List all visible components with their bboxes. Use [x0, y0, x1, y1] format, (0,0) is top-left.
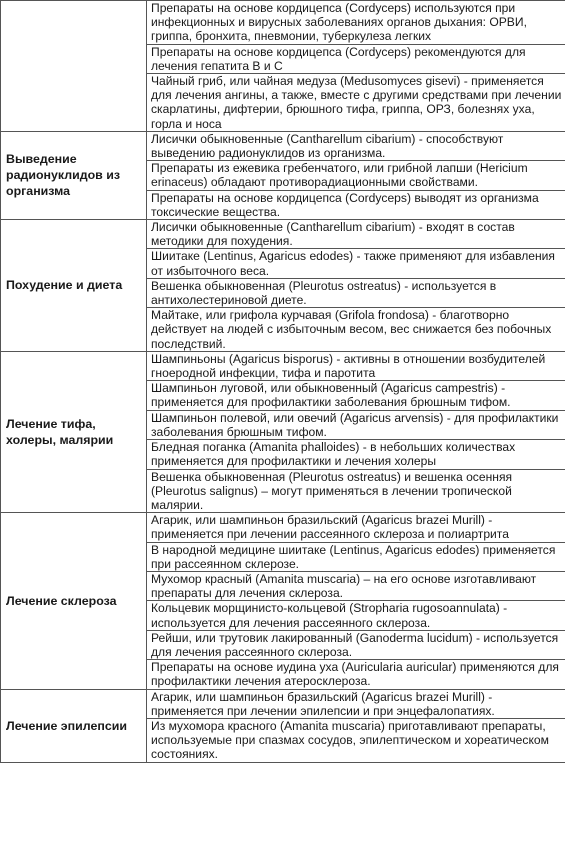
- category-cell: Похудение и диета: [1, 220, 147, 352]
- table-row: [1, 1, 565, 45]
- remedy-description-cell: Шампиньоны (Agaricus bisporus) - активны в отношении возбудителей гноеродной инфекции, тифа и паротита: [147, 351, 565, 380]
- remedy-description-cell: Майтаке, или грифола курчавая (Grifola frondosa) - благотворно действует на людей с избыточным весом, вес снижается без побочных последствий.: [147, 308, 565, 352]
- remedy-description-cell: Чайный гриб, или чайная медуза (Medusomyces gisevi) - применяется для лечения ангины, а также, вместе с другими средствами при лечении скарлатины, дифтерии, брюшного тифа, гриппа, ОРЗ, болезнях уха, горла и носа: [147, 74, 565, 132]
- table-row: [1, 131, 565, 160]
- remedy-description-cell: Препараты на основе иудина уха (Auricularia auricular) применяются для профилактики лечения атеросклероза.: [147, 660, 565, 689]
- table-row: [1, 513, 565, 542]
- table-row: [1, 220, 565, 249]
- remedy-description-cell: Препараты на основе кордицепса (Cordyceps) используются при инфекционных и вирусных заболеваниях органов дыхания: ОРВИ, гриппа, бронхита, пневмонии, туберкулеза легких: [147, 1, 565, 45]
- table-body: [1, 1, 565, 763]
- category-cell: Лечение склероза: [1, 513, 147, 689]
- remedy-description-cell: Препараты из ежевика гребенчатого, или грибной лапши (Hericium erinaceus) обладают противорадиационными свойствами.: [147, 161, 565, 190]
- category-cell: Лечение эпилепсии: [1, 689, 147, 762]
- remedy-description-cell: Агарик, или шампиньон бразильский (Agaricus brazei Murill) - применяется при лечении рассеянного склероза и полиартрита: [147, 513, 565, 542]
- remedy-description-cell: Шампиньон полевой, или овечий (Agaricus arvensis) - для профилактики заболевания брюшным тифом.: [147, 410, 565, 439]
- remedy-description-cell: В народной медицине шиитаке (Lentinus, Agaricus edodes) применяется при рассеянном склерозе.: [147, 542, 565, 571]
- remedy-description-cell: Препараты на основе кордицепса (Cordyceps) выводят из организма токсические вещества.: [147, 190, 565, 219]
- remedy-description-cell: Агарик, или шампиньон бразильский (Agaricus brazei Murill) - применяется при лечении эпилепсии и при энцефалопатиях.: [147, 689, 565, 718]
- empty-category-cell: [1, 1, 147, 132]
- table-row: [1, 351, 565, 380]
- remedy-description-cell: Кольцевик морщинисто-кольцевой (Stropharia rugosoannulata) - используется для лечения рассеянного склероза.: [147, 601, 565, 630]
- remedy-description-cell: Лисички обыкновенные (Cantharellum cibarium) - способствуют выведению радионуклидов из организма.: [147, 131, 565, 160]
- remedy-description-cell: Вешенка обыкновенная (Pleurotus ostreatus) и вешенка осенняя (Pleurotus salignus) – могут применяться в лечении тропической малярии.: [147, 469, 565, 513]
- remedy-description-cell: Бледная поганка (Amanita phalloides) - в небольших количествах применяется для профилактики и лечения холеры: [147, 440, 565, 469]
- remedy-description-cell: Рейши, или трутовик лакированный (Ganoderma lucidum) - используется для лечения рассеянного склероза.: [147, 630, 565, 659]
- remedy-description-cell: Мухомор красный (Amanita muscaria) – на его основе изготавливают препараты для лечения склероза.: [147, 571, 565, 600]
- remedy-description-cell: Из мухомора красного (Amanita muscaria) приготавливают препараты, используемые при спазмах сосудов, эпилептическом и хореатическом состояниях.: [147, 718, 565, 762]
- remedy-description-cell: Шампиньон луговой, или обыкновенный (Agaricus campestris) - применяется для профилактики заболевания брюшным тифом.: [147, 381, 565, 410]
- remedy-description-cell: Шиитаке (Lentinus, Agaricus edodes) - также применяют для избавления от избыточного веса.: [147, 249, 565, 278]
- category-cell: Выведение радионуклидов из организма: [1, 131, 147, 219]
- remedy-description-cell: Вешенка обыкновенная (Pleurotus ostreatus) - используется в антихолестериновой диете.: [147, 278, 565, 307]
- remedy-description-cell: Лисички обыкновенные (Cantharellum cibarium) - входят в состав методики для похудения.: [147, 220, 565, 249]
- remedy-description-cell: Препараты на основе кордицепса (Cordyceps) рекомендуются для лечения гепатита В и С: [147, 44, 565, 73]
- category-cell: Лечение тифа, холеры, малярии: [1, 351, 147, 512]
- table-row: [1, 689, 565, 718]
